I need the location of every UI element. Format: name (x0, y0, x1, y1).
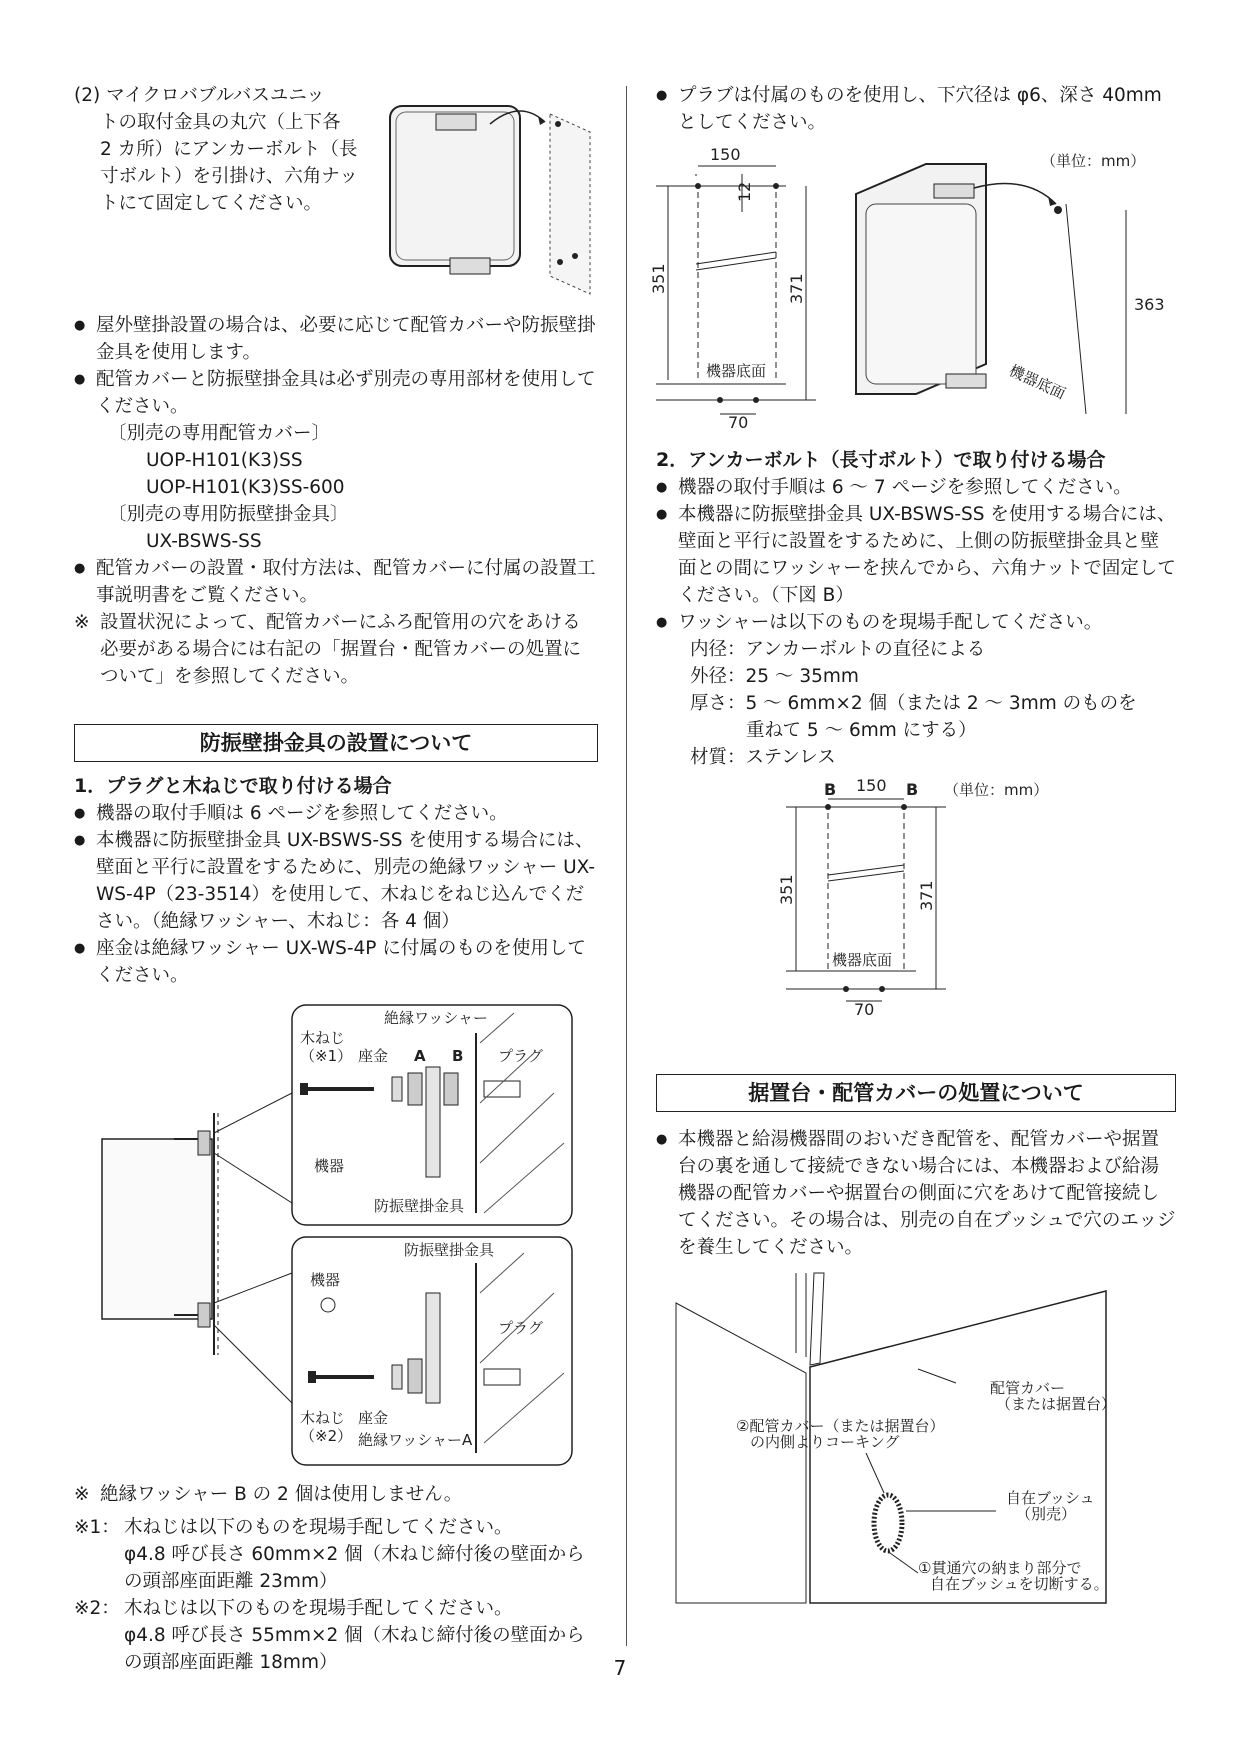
item-2-line: 2 カ所）にアンカーボルト（長 (100, 139, 358, 160)
spec-row: 材質：ステンレス (690, 747, 836, 768)
washer-spec (656, 636, 1176, 771)
item-2 (74, 82, 598, 304)
dim-70: 70 (854, 1000, 875, 1019)
bracket-heading: 〔別売の専用防振壁掛金具〕 (108, 504, 349, 525)
subheading-1: 1．プラグと木ねじで取り付ける場合 (74, 775, 392, 797)
bush-label-2: （別売） (1016, 1505, 1077, 1523)
dim-150: 150 (856, 776, 887, 795)
bullet-item: ● 座金は絶縁ワッシャー UX-WS-4P に付属のものを使用してください。 (74, 935, 598, 989)
footnote: ※2： 木ねじは以下のものを現場手配してください。 (74, 1598, 513, 1619)
right-column (649, 82, 1176, 1603)
plug-dimension-figure (649, 144, 1176, 434)
note-mark: ※ (74, 612, 90, 633)
spec-row: 外径：25 ～ 35mm (690, 666, 859, 687)
section-heading-2: 据置台・配管カバーの処置について (656, 1074, 1176, 1112)
zagane-label: 座金 (358, 1409, 389, 1427)
anchor-dimension-figure (656, 775, 1176, 1020)
spec-row-cont: 重ねて 5 ～ 6mm にする） (746, 720, 977, 741)
plug-label: プラグ (498, 1047, 544, 1065)
screw1-label: 木ねじ (300, 1029, 346, 1047)
footnotes (74, 1481, 598, 1676)
plug-label: プラグ (498, 1319, 544, 1337)
bullet-item: ● 本機器に防振壁掛金具 UX-BSWS-SS を使用する場合には、壁面と平行に設置をするために、別売の絶縁ワッシャー UX-WS-4P（23-3514）を使用して、木ねじをねじ込んでください。（絶縁ワッシャー、木ねじ：各 4 個） (74, 827, 598, 935)
dim-363: 363 (1134, 295, 1165, 314)
footnote-detail: φ4.8 呼び長さ 60mm×2 個（木ねじ締付後の壁面からの頭部座面距離 23mm） (124, 1544, 585, 1592)
caulk-label: ②配管カバー（または据置台） (736, 1417, 945, 1435)
bullet-list-right (656, 474, 1176, 636)
bullet-list-1 (74, 312, 598, 420)
dim-371: 371 (917, 880, 936, 911)
footnote: ※ 絶縁ワッシャー B の 2 個は使用しません。 (74, 1484, 463, 1505)
dim-70: 70 (728, 413, 749, 432)
cover-model: UOP-H101(K3)SS-600 (146, 477, 345, 498)
plug-screw-figure (74, 1003, 598, 1473)
dim-12: 12 (735, 181, 754, 202)
unit-hanging-figure (370, 94, 600, 299)
bush-figure (656, 1273, 1176, 1603)
spec-row: 内径：アンカーボルトの直径による (690, 639, 986, 660)
section-heading-1: 防振壁掛金具の設置について (74, 724, 598, 762)
bottom-label: 機器底面 (706, 362, 767, 380)
bullet-item: ● 屋外壁掛設置の場合は、必要に応じて配管カバーや防振壁掛金具を使用します。 (74, 312, 598, 366)
bracket-label: 防振壁掛金具 (374, 1197, 465, 1215)
mark-b: B (824, 780, 837, 799)
options-list (74, 420, 598, 555)
bottom-label: 機器底面 (1006, 361, 1069, 403)
unit-label: （単位：mm） (1041, 152, 1146, 170)
dim-351: 351 (777, 874, 796, 905)
column-divider (626, 86, 627, 1646)
item-2-line: トの取付金具の丸穴（上下各 (100, 112, 341, 133)
bullet-item: ● 機器の取付手順は 6 ページを参照してください。 (74, 800, 598, 827)
item-2-line: 寸ボルト）を引掛け、六角ナッ (100, 166, 358, 187)
subheading-2: 2．アンカーボルト（長寸ボルト）で取り付ける場合 (656, 449, 1106, 471)
footnote: ※1： 木ねじは以下のものを現場手配してください。 (74, 1517, 513, 1538)
note (74, 609, 598, 690)
screw1-ref: （※1） (300, 1047, 353, 1065)
bracket-label: 防振壁掛金具 (404, 1241, 495, 1259)
bullet-item: ● 配管カバーと防振壁掛金具は必ず別売の専用部材を使用してください。 (74, 366, 598, 420)
bush-label: 自在ブッシュ (1006, 1489, 1095, 1507)
unit-label: （単位：mm） (944, 781, 1049, 799)
dim-150: 150 (710, 145, 741, 164)
cover-label-2: （または据置台） (996, 1395, 1117, 1413)
bullet-item: ● 配管カバーの設置・取付方法は、配管カバーに付属の設置工事説明書をご覧ください。 (74, 555, 598, 609)
footnote-detail: φ4.8 呼び長さ 55mm×2 個（木ねじ締付後の壁面からの頭部座面距離 18mm） (124, 1625, 585, 1673)
bracket-model: UX-BSWS-SS (146, 531, 262, 552)
screw2-ref: （※2） (300, 1427, 353, 1445)
mark-b: B (906, 780, 919, 799)
bullet-list-3 (74, 800, 598, 989)
washer-a-mark: A (414, 1047, 426, 1065)
bullet-item: ● 機器の取付手順は 6 ～ 7 ページを参照してください。 (656, 474, 1176, 501)
item-2-line: (2) マイクロバブルバスユニッ (74, 85, 325, 106)
kiki-label: 機器 (310, 1271, 341, 1289)
bullet-item: ● 本機器と給湯機器間のおいだき配管を、配管カバーや据置台の裏を通して接続できない場合には、本機器および給湯機器の配管カバーや据置台の側面に穴をあけて配管接続してください。その場合は、別売の自在ブッシュで穴のエッジを養生してください。 (656, 1126, 1176, 1261)
left-column (74, 82, 598, 1676)
note-text: 設置状況によって、配管カバーにふろ配管用の穴をあける必要がある場合には右記の「据置台・配管カバーの処置について」を参照してください。 (100, 612, 582, 687)
item-2-line: トにて固定してください。 (100, 193, 323, 214)
kiki-label: 機器 (314, 1157, 345, 1175)
bottom-label: 機器底面 (832, 951, 893, 969)
cover-model: UOP-H101(K3)SS (146, 450, 303, 471)
washer-a-label: 絶縁ワッシャーA (358, 1431, 473, 1449)
bullet-item: ● ワッシャーは以下のものを現場手配してください。 (656, 609, 1176, 636)
bullet-item: ● プラブは付属のものを使用し、下穴径は φ6、深さ 40mm としてください。 (656, 82, 1176, 136)
caulk-label-2: の内側よりコーキング (750, 1433, 900, 1451)
zagane-label: 座金 (358, 1047, 389, 1065)
cut-label: ①貫通穴の納まり部分で (918, 1559, 1082, 1577)
cover-label: 配管カバー (990, 1379, 1066, 1397)
dim-371: 371 (787, 273, 806, 304)
screw2-label: 木ねじ (300, 1409, 346, 1427)
page-number: 7 (613, 1656, 627, 1680)
dim-351: 351 (649, 263, 668, 294)
cut-label-2: 自在ブッシュを切断する。 (930, 1575, 1109, 1593)
cover-heading: 〔別売の専用配管カバー〕 (108, 423, 331, 444)
bullet-item: ● 本機器に防振壁掛金具 UX-BSWS-SS を使用する場合には、壁面と平行に設置をするために、上側の防振壁掛金具と壁面との間にワッシャーを挟んでから、六角ナットで固定してください。（下図 B） (656, 501, 1176, 609)
washer-b-mark: B (452, 1047, 464, 1065)
washer-label: 絶縁ワッシャー (384, 1009, 488, 1027)
spec-row: 厚さ：5 ～ 6mm×2 個（または 2 ～ 3mm のものを (690, 693, 1137, 714)
